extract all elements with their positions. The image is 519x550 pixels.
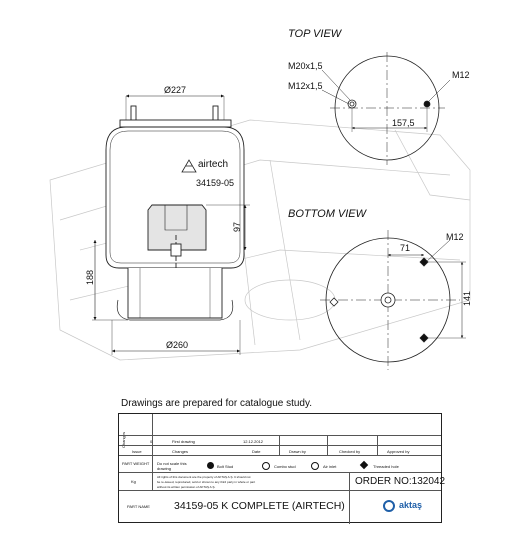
dim-m12x15: M12x1,5 [288,81,323,91]
top-view [322,52,450,165]
part-weight-label: PART WEIGHT [122,461,150,466]
side-view [92,96,250,355]
legend-bolt: Bolt Stud [217,464,234,469]
rights-row [119,472,446,489]
aktas-logo: aktaş [399,500,423,510]
divider [279,435,280,455]
top-view-title: TOP VIEW [288,28,342,40]
row-issue-no: 0 [150,439,153,444]
part-name-row [119,490,441,512]
part-name: 34159-05 K COMPLETE (AIRTECH) [174,500,345,512]
order-no: ORDER NO:132042 [355,476,446,487]
bottom-view-title: BOTTOM VIEW [288,208,367,220]
dim-m12-bottom: M12 [446,232,464,242]
title-block-caption: Drawings are prepared for catalogue study. [121,398,313,409]
hdr-changes: Changes [172,449,189,454]
bellow-part: 34159-05 [196,178,235,188]
hdr-issue: Issue [132,449,142,454]
dim-m12-top: M12 [452,70,470,80]
hdr-checked: Checked by [339,449,361,454]
legend-combo-icon [262,462,270,470]
legend-thread: Threaded hole [373,464,399,469]
divider [377,435,378,455]
aktas-logo-icon [383,500,395,512]
row-first-date: 12.12.2012 [243,439,264,444]
dim-d260: Ø260 [166,340,189,350]
part-name-label: PART NAME [127,504,150,509]
hdr-approved: Approved by [387,449,410,454]
dim-188: 188 [85,269,95,285]
dim-141: 141 [462,290,472,306]
rights-line-3: without its written permission of AKTAŞ A.Ş. [157,485,216,489]
divider [327,435,328,455]
divider [349,472,350,524]
legend-combo: Combo stud [274,464,296,469]
dim-97: 97 [232,221,242,232]
bellow-brand: airtech [198,159,229,170]
dim-157: 157,5 [392,118,415,128]
legend-air-icon [311,462,319,470]
kg-label: Kg [131,479,136,484]
hdr-date: Date [252,449,261,454]
divider [152,414,153,490]
title-block [118,413,446,523]
legend-thread-icon [360,461,368,469]
do-not-scale: Do not scale this drawing [157,461,187,471]
header-row [119,445,441,454]
legend-row [119,455,441,471]
rights-line-1: All rights of this document are the property of AKTAŞ A.Ş. It should not [157,475,251,479]
legend-air: Air inlet [323,464,337,469]
bottom-view [320,230,466,370]
row-first-drawing: First drawing [172,439,195,444]
legend-bolt-icon [207,462,214,469]
dim-d227: Ø227 [164,85,187,95]
hdr-drawn: Drawn by [289,449,306,454]
rights-line-2: be re-issued, reproduced, sold or shown to any third party in whole or part [157,480,256,484]
changes-rotated: Changes [121,431,126,448]
dim-71: 71 [400,243,411,253]
dim-m20: M20x1,5 [288,61,323,71]
